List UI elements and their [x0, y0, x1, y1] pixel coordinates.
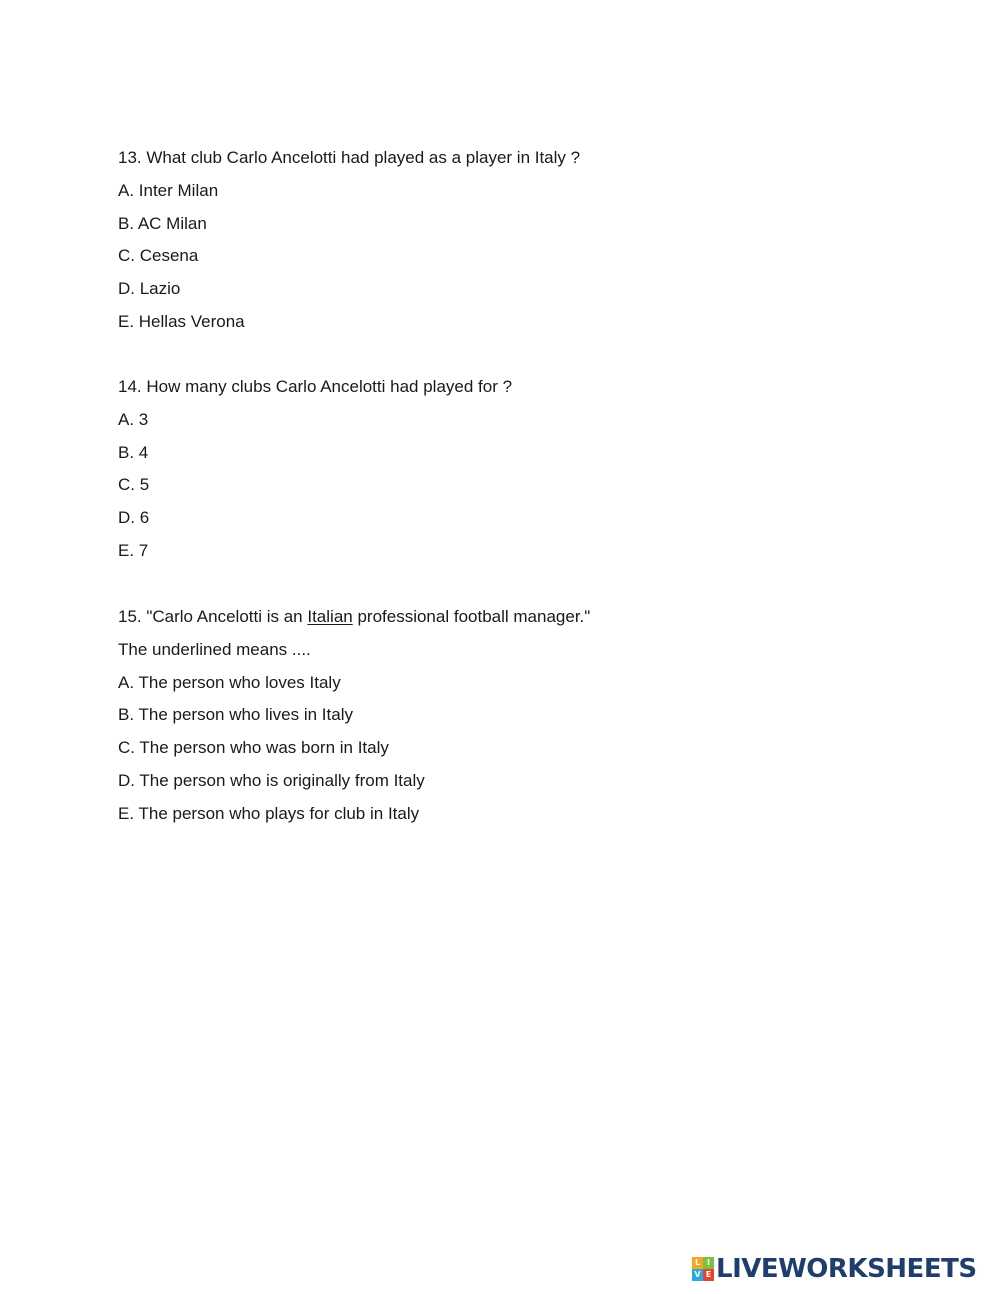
prompt-text-before: 15. "Carlo Ancelotti is an — [118, 607, 308, 626]
logo-mark-icon — [692, 1257, 714, 1281]
answer-option[interactable]: C. Cesena — [118, 246, 199, 266]
question-prompt: 13. What club Carlo Ancelotti had played as a player in Italy ? — [118, 148, 581, 167]
answer-option[interactable]: D. The person who is originally from Italy — [118, 770, 425, 790]
answer-option[interactable]: D. Lazio — [118, 279, 181, 299]
logo-mark-letter: I — [703, 1257, 714, 1269]
question-prompt: 14. How many clubs Carlo Ancelotti had played for ? — [118, 377, 513, 396]
answer-option[interactable]: C. The person who was born in Italy — [118, 738, 389, 758]
question-15 — [118, 607, 878, 837]
answer-option[interactable]: B. The person who lives in Italy — [118, 705, 353, 725]
answer-option[interactable]: B. AC Milan — [118, 213, 207, 233]
liveworksheets-logo[interactable] — [692, 1256, 977, 1282]
answer-option[interactable]: E. The person who plays for club in Italy — [118, 803, 420, 823]
answer-option[interactable]: A. The person who loves Italy — [118, 672, 341, 692]
logo-mark-letter: E — [703, 1269, 714, 1281]
underlined-word: Italian — [307, 607, 353, 626]
logo-mark-letter: L — [692, 1257, 703, 1269]
answer-option[interactable]: A. Inter Milan — [118, 180, 219, 200]
answer-option[interactable]: B. 4 — [118, 442, 149, 462]
answer-option[interactable]: A. 3 — [118, 409, 149, 429]
answer-option[interactable]: D. 6 — [118, 508, 150, 528]
answer-option[interactable]: C. 5 — [118, 475, 150, 495]
logo-text: LIVEWORKSHEETS — [716, 1254, 977, 1284]
logo-mark-letter: V — [692, 1269, 703, 1281]
question-14 — [118, 377, 878, 574]
question-13 — [118, 148, 878, 345]
prompt-text-after: professional football manager." — [352, 607, 591, 626]
question-subprompt: The underlined means .... — [118, 639, 311, 659]
answer-option[interactable]: E. Hellas Verona — [118, 311, 245, 331]
answer-option[interactable]: E. 7 — [118, 540, 149, 560]
question-prompt — [118, 607, 878, 627]
